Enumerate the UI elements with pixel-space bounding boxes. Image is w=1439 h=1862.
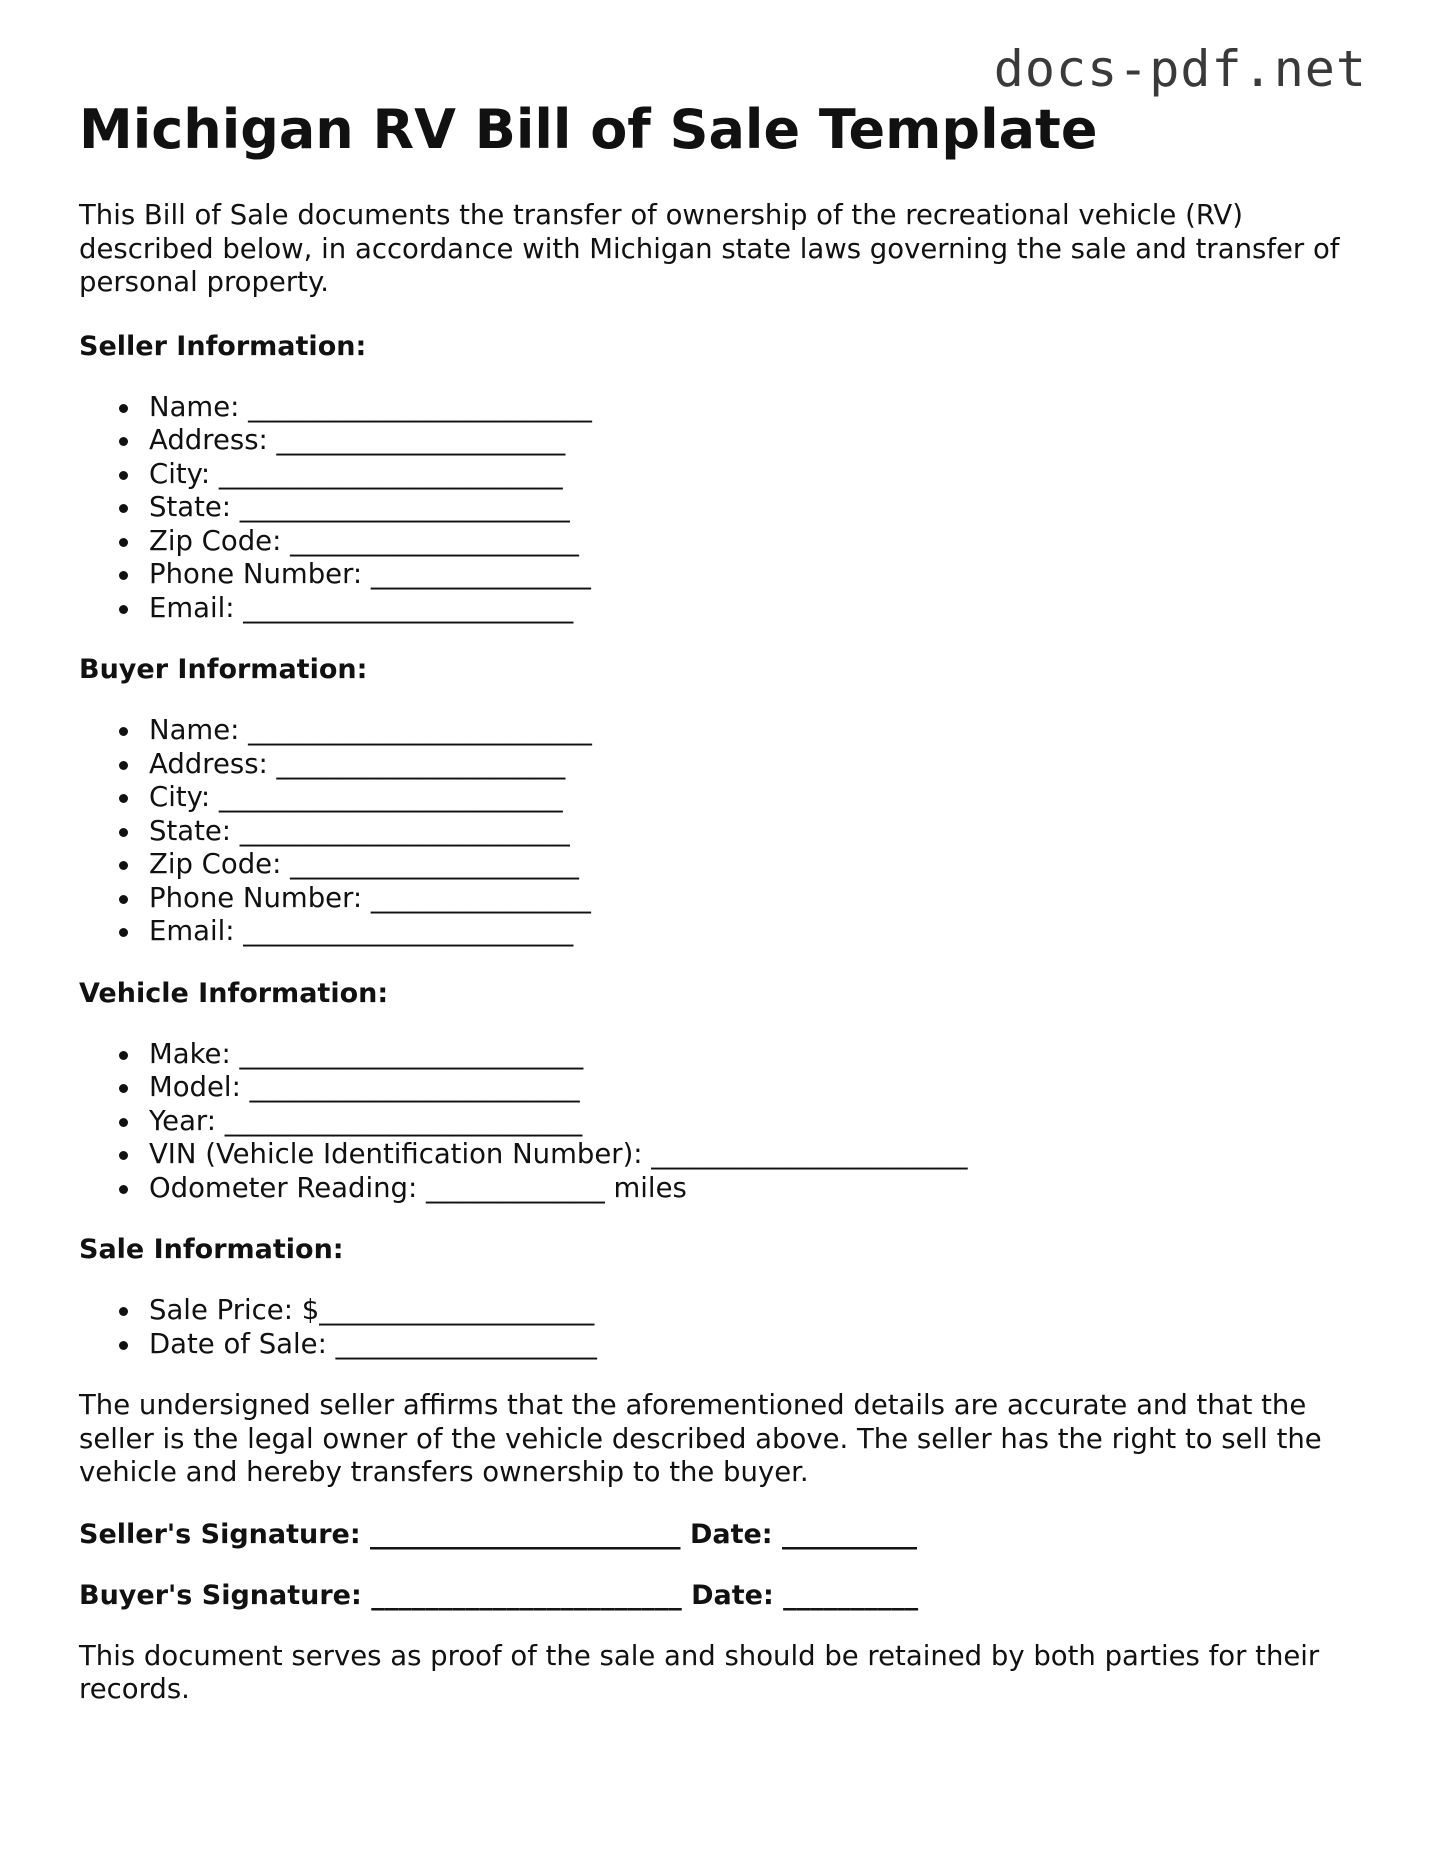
buyer-phone-field: Phone Number: ________________	[149, 882, 1369, 916]
buyer-address-field: Address: _____________________	[149, 748, 1369, 782]
buyer-zip-field: Zip Code: _____________________	[149, 848, 1369, 882]
buyer-name-field: Name: _________________________	[149, 714, 1369, 748]
sale-info-list	[79, 1294, 1369, 1361]
seller-signature-line	[79, 1518, 1369, 1551]
vehicle-model-field: Model: ________________________	[149, 1071, 1369, 1105]
seller-state-field: State: ________________________	[149, 491, 1369, 525]
seller-phone-field: Phone Number: ________________	[149, 558, 1369, 592]
sale-info-heading: Sale Information:	[79, 1234, 344, 1266]
seller-info-list	[79, 391, 1369, 626]
vehicle-year-field: Year: __________________________	[149, 1105, 1369, 1139]
buyer-info-heading: Buyer Information:	[79, 654, 368, 686]
affirmation-paragraph: The undersigned seller affirms that the aforementioned details are accurate and that the seller is the legal owner of the vehicle described above. The seller has the right to sell the vehicle and hereby transfers ownership to the buyer.	[79, 1389, 1322, 1489]
seller-city-field: City: _________________________	[149, 458, 1369, 492]
document-page	[79, 100, 1369, 1707]
document-title: Michigan RV Bill of Sale Template	[79, 98, 1098, 161]
seller-info-heading: Seller Information:	[79, 330, 367, 362]
buyer-state-field: State: ________________________	[149, 815, 1369, 849]
watermark: docs-pdf.net	[993, 40, 1367, 98]
sale-date-field: Date of Sale: ___________________	[149, 1328, 1369, 1362]
buyer-city-field: City: _________________________	[149, 781, 1369, 815]
seller-signature-text: Seller's Signature: _______________________ Date: __________	[79, 1518, 918, 1550]
seller-email-field: Email: ________________________	[149, 592, 1369, 626]
buyer-signature-line	[79, 1579, 1369, 1612]
vehicle-vin-field: VIN (Vehicle Identification Number): _______________________	[149, 1138, 1369, 1172]
seller-name-field: Name: _________________________	[149, 391, 1369, 425]
seller-zip-field: Zip Code: _____________________	[149, 525, 1369, 559]
vehicle-info-list	[79, 1038, 1369, 1206]
buyer-email-field: Email: ________________________	[149, 915, 1369, 949]
vehicle-info-heading: Vehicle Information:	[79, 977, 389, 1009]
vehicle-make-field: Make: _________________________	[149, 1038, 1369, 1072]
vehicle-odometer-field: Odometer Reading: _____________ miles	[149, 1172, 1369, 1206]
seller-address-field: Address: _____________________	[149, 424, 1369, 458]
buyer-signature-text: Buyer's Signature: _______________________ Date: __________	[79, 1579, 919, 1611]
buyer-info-list	[79, 714, 1369, 949]
closing-paragraph: This document serves as proof of the sale and should be retained by both parties for their records.	[79, 1639, 1320, 1706]
intro-paragraph: This Bill of Sale documents the transfer of ownership of the recreational vehicle (RV) described below, in accordance with Michigan state laws governing the sale and transfer of personal property.	[79, 199, 1340, 299]
sale-price-field: Sale Price: $____________________	[149, 1294, 1369, 1328]
